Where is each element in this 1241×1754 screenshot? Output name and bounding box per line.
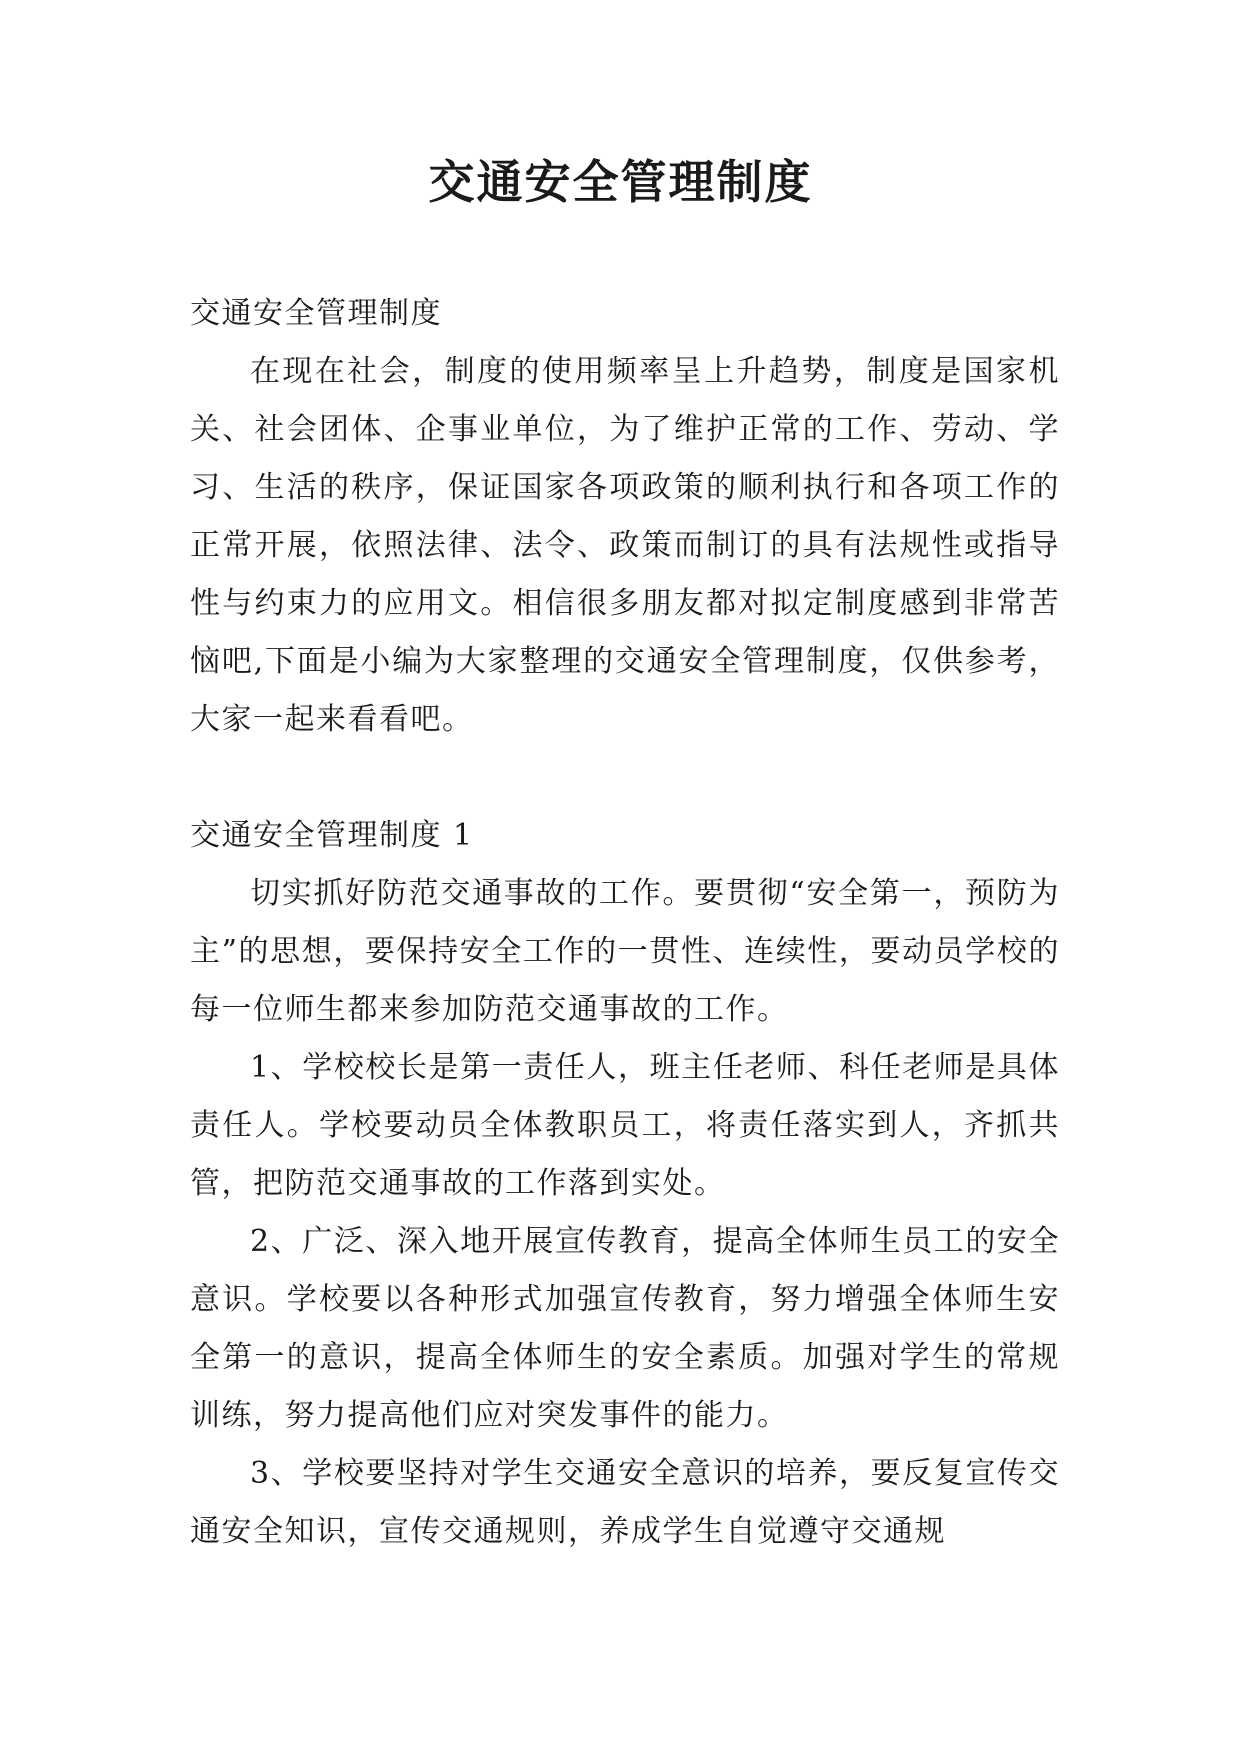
paragraph: 2、广泛、深入地开展宣传教育，提高全体师生员工的安全意识。学校要以各种形式加强宣传教育，努力增强全体师生安全第一的意识，提高全体师生的安全素质。加强对学生的常规训练，努力提高他们应对突发事件的能力。: [190, 1224, 1060, 1433]
paragraph: 1、学校校长是第一责任人，班主任老师、科任老师是具体责任人。学校要动员全体教职员工，将责任落实到人，齐抓共管，把防范交通事故的工作落到实处。: [190, 1050, 1060, 1201]
paragraph: 3、学校要坚持对学生交通安全意识的培养，要反复宣传交通安全知识，宣传交通规则，养成学生自觉遵守交通规: [190, 1456, 1060, 1549]
paragraph: 在现在社会，制度的使用频率呈上升趋势，制度是国家机关、社会团体、企事业单位，为了维护正常的工作、劳动、学习、生活的秩序，保证国家各项政策的顺利执行和各项工作的正常开展，依照法律、法令、政策而制订的具有法规性或指导性与约束力的应用文。相信很多朋友都对拟定制度感到非常苦恼吧,下面是小编为大家整理的交通安全管理制度，仅供参考，大家一起来看看吧。: [190, 354, 1060, 737]
document-body: [190, 285, 1060, 1561]
section-heading: 交通安全管理制度: [190, 296, 442, 331]
paragraph: 切实抓好防范交通事故的工作。要贯彻“安全第一，预防为主”的思想，要保持安全工作的一贯性、连续性，要动员学校的每一位师生都来参加防范交通事故的工作。: [190, 876, 1060, 1027]
document-title: 交通安全管理制度: [428, 155, 813, 209]
section-heading: 交通安全管理制度 1: [190, 818, 474, 853]
section-spacer: [190, 749, 1060, 807]
